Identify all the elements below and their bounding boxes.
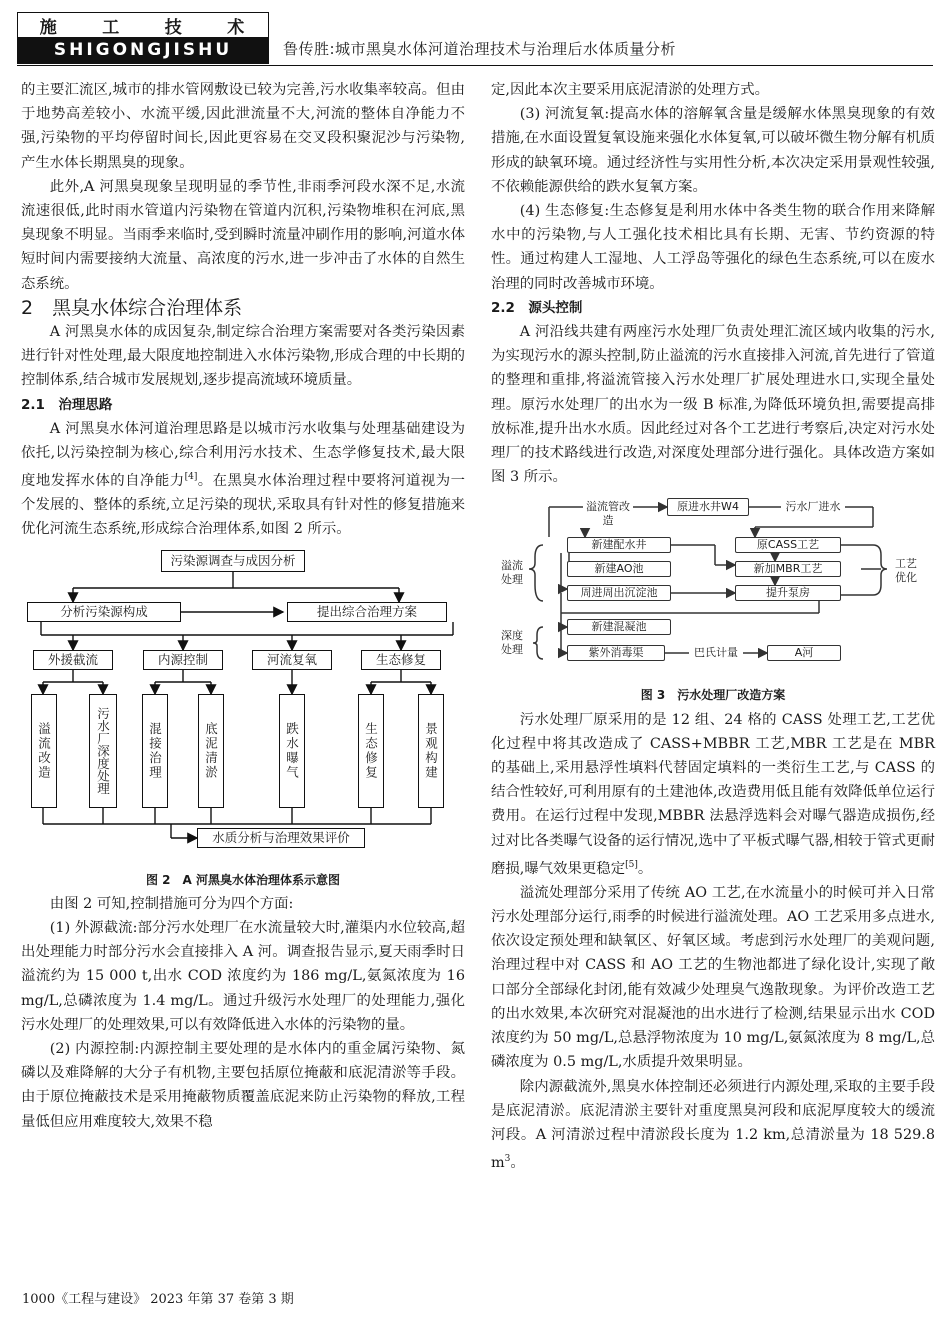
fig3-group-advanced bbox=[495, 629, 529, 657]
fig2-leaf-eco-restoration: 生态修复 bbox=[358, 694, 384, 808]
superscript: 3 bbox=[504, 1154, 511, 1165]
fig3-node-coagulation: 新建混凝池 bbox=[567, 619, 671, 635]
running-title: 鲁传胜:城市黑臭水体河道治理技术与治理后水体质量分析 bbox=[283, 40, 677, 58]
journal-brand: SHIGONGJISHU bbox=[18, 37, 268, 63]
fig2-leaf-landscape: 景观构建 bbox=[418, 694, 444, 808]
citation: [5] bbox=[625, 859, 638, 870]
fig2-leaf-aeration: 跌水曝气 bbox=[279, 694, 305, 808]
fig3-group-text: 工艺 bbox=[895, 557, 917, 571]
page-footer: 1000《工程与建设》 2023 年第 37 卷第 3 期 bbox=[22, 1292, 294, 1307]
header-rule bbox=[17, 65, 933, 66]
logo-char: 术 bbox=[227, 17, 247, 38]
paragraph: (4) 生态修复:生态修复是利用水体中各类生物的联合作用来降解水中的污染物,与人工强化技术相比具有长期、无害、节约资源的特性。通过构建人工湿地、人工浮岛等强化的绿色生态系统,可以在废水治理的同时改善城市环境。 bbox=[491, 203, 935, 292]
paragraph: (2) 内源控制:内源控制主要处理的是水体内的重金属污染物、氮磷以及难降解的大分子有机物,主要包括原位掩蔽和底泥清淤等手段。由于原位掩蔽技术是采用掩蔽物质覆盖底泥来防止污染物的释放,工程量低但应用难度较大,效果不稳 bbox=[21, 1041, 465, 1130]
paragraph bbox=[491, 708, 935, 881]
fig2-leaf-dredging: 底泥清淤 bbox=[198, 694, 224, 808]
fig2-node-evaluation: 水质分析与治理效果评价 bbox=[197, 828, 365, 848]
fig3-group-overflow bbox=[495, 559, 529, 587]
fig3-node-uv-channel: 紫外消毒渠 bbox=[567, 645, 665, 661]
paragraph: 由图 2 可知,控制措施可分为四个方面: bbox=[49, 895, 294, 912]
paragraph-text: 。 bbox=[637, 860, 653, 877]
paragraph-text: 。 bbox=[510, 1154, 525, 1171]
fig2-node-propose: 提出综合治理方案 bbox=[287, 602, 447, 622]
fig3-node-pump: 提升泵房 bbox=[735, 585, 841, 601]
paragraph-text: 污水处理厂原采用的是 12 组、24 格的 CASS 处理工艺,工艺优化过程中将其改造成了 CASS+MBBR 工艺,MBR 工艺是在 MBR 的基础上,采用悬浮性填料代替固定填料的一类衍生工艺,与 CASS 的结合性较好,可利用原有的土建池体,改造费用低且能有效降低单位运行费用。在运行过程中发现,MBBR 法悬浮选料会对曝气器造成损伤,经过对比各类曝气设备的运行情况,选中了平板式曝气器,相较于管式更耐磨损,曝气效果更稳定 bbox=[491, 711, 935, 877]
paragraph: 定,因此本次主要采用底泥清淤的处理方式。 bbox=[491, 82, 769, 98]
paragraph: A 河沿线共建有两座污水处理厂负责处理汇流区域内收集的污水,为实现污水的源头控制,防止溢流的污水直接排入河流,首先进行了管道的整理和重排,将溢流管接入污水处理厂扩展处理进水口,实现全量处理。原污水处理厂的出水为一级 B 标准,为降低环境负担,需要提高排放标准,提升出水水质。因此经过对各个工艺进行考察后,决定对污水处理厂的技术路线进行改造,对深度处理部分进行强化。具体改造方案如图 3 所示。 bbox=[491, 324, 935, 486]
paragraph-text: 除内源截流外,黑臭水体控制还必须进行内源处理,采取的主要手段是底泥清淤。底泥清淤主要针对重度黑臭河段和底泥厚度较大的缓流河段。A 河清淤过程中清淤段长度为 1.2 km,总清淤量为 18 529.8 m bbox=[491, 1078, 935, 1171]
fig3-node-river-a: A河 bbox=[767, 645, 841, 661]
fig3-node-distribution-well: 新建配水井 bbox=[567, 537, 671, 553]
paragraph: 此外,A 河黑臭现象呈现明显的季节性,非雨季河段水深不足,水流流速很低,此时雨水管道内污染物在管道内沉积,污染物堆积在河底,黑臭现象不明显。当雨季来临时,受到瞬时流量冲刷作用的影响,河道水体短时间内需要接纳大流量、高浓度的污水,进一步冲击了水体的自然生态系统。 bbox=[21, 178, 465, 292]
fig3-label-overflow-pipe: 溢流管改造 bbox=[583, 500, 633, 528]
fig3-node-inlet-well: 原进水井W4 bbox=[667, 498, 749, 516]
paragraph: (3) 河流复氧:提高水体的溶解氧含量是缓解水体黑臭现象的有效措施,在水面设置复氧设施来强化水体复氧,可以破坏微生物分解有机质形成的缺氧环境。通过经济性与实用性分析,本次决定采用景观性较强,不依赖能源供给的跌水复氧方案。 bbox=[491, 106, 935, 195]
fig3-group-optimization bbox=[889, 557, 923, 585]
fig2-leaf-advanced-treatment: 污水厂深度处理 bbox=[89, 694, 117, 808]
fig2-leaf-overflow: 溢流改造 bbox=[31, 694, 57, 808]
paragraph: A 河黑臭水体的成因复杂,制定综合治理方案需要对各类污染因素进行针对性处理,最大限度地控制进入水体污染物,形成合理的中长期的控制体系,结合城市发展规划,逐步提高流域环境质量。 bbox=[21, 324, 465, 389]
fig3-node-sedimentation: 周进周出沉淀池 bbox=[567, 585, 671, 601]
fig2-cat-ecology: 生态修复 bbox=[361, 650, 441, 670]
fig3-label-plant-inlet: 污水厂进水 bbox=[781, 500, 845, 514]
fig3-group-text: 深度 bbox=[501, 629, 523, 643]
fig3-label-flume: 巴氏计量 bbox=[694, 646, 738, 660]
journal-logo-top bbox=[18, 13, 268, 37]
fig2-cat-external: 外援截流 bbox=[33, 650, 113, 670]
figure-2-diagram bbox=[21, 546, 465, 868]
logo-char: 技 bbox=[164, 17, 184, 38]
fig3-node-mbr: 新加MBR工艺 bbox=[735, 561, 841, 577]
left-column bbox=[21, 78, 465, 1134]
fig2-node-analyze: 分析污染源构成 bbox=[27, 602, 181, 622]
paragraph: 的主要汇流区,城市的排水管网敷设已较为完善,污水收集率较高。但由于地势高差较小、水流平缓,因此泄流量不大,河流的整体自净能力不强,污染物的平均停留时间长,因此更容易在交叉段积聚泥沙与污染物,产生水体长期黑臭的现象。 bbox=[21, 82, 465, 171]
section-heading: 2 黑臭水体综合治理体系 bbox=[21, 296, 243, 319]
figure-3-diagram bbox=[491, 497, 935, 683]
fig2-node-survey: 污染源调查与成因分析 bbox=[161, 550, 305, 572]
fig3-node-ao-tank: 新建AO池 bbox=[567, 561, 671, 577]
fig3-group-text: 处理 bbox=[501, 643, 523, 657]
figure-3-caption: 图 3 污水处理厂改造方案 bbox=[640, 688, 786, 703]
paragraph: 溢流处理部分采用了传统 AO 工艺,在水流量小的时候可并入日常污水处理部分运行,雨季的时候进行溢流处理。AO 工艺采用多点进水,依次设定预处理和缺氧区、好氧区域。考虑到污水处理厂的美观问题,治理过程中对 CASS 和 AO 工艺的生物池都进了绿化设计,实现了敞口部分全部绿化封闭,能有效减少处理臭气逸散现象。为评价改造工艺的出水效果,本次研究对混凝池的出水进行了检测,结果显示出水 COD 浓度约为 50 mg/L,总悬浮物浓度为 10 mg/L,氨氮浓度为 8 mg/L,总磷浓度为 0.5 mg/L,水质提升效果明显。 bbox=[491, 884, 935, 1071]
paragraph-text: A 河黑臭水体河道治理思路是以城市污水收集与处理基础建设为依托,以污染控制为核心,综合利用污水技术、生态学修复技术,最大限度地发挥水体的自净能力 bbox=[21, 420, 465, 490]
figure-2-caption: 图 2 A 河黑臭水体治理体系示意图 bbox=[146, 872, 340, 887]
fig3-group-text: 优化 bbox=[895, 571, 917, 585]
subsection-heading: 2.2 源头控制 bbox=[491, 299, 583, 316]
subsection-heading: 2.1 治理思路 bbox=[21, 396, 113, 413]
fig3-group-text: 处理 bbox=[501, 573, 523, 587]
logo-char: 工 bbox=[102, 17, 122, 38]
fig2-cat-reoxygen: 河流复氧 bbox=[252, 650, 332, 670]
paragraph: (1) 外源截流:部分污水处理厂在水流量较大时,灌渠内水位较高,超出处理能力时部分污水会直接排入 A 河。调查报告显示,夏天雨季时日溢流约为 15 000 t,出水 COD 浓度约为 186 mg/L,氨氮浓度为 16 mg/L,总磷浓度为 1.4 mg/L。通过升级污水处理厂的处理能力,强化污水处理厂的处理效果,可以有效降低进入水体的污染物的量。 bbox=[21, 920, 465, 1033]
citation: [4] bbox=[184, 472, 198, 483]
figure-2-connectors bbox=[21, 546, 465, 868]
fig3-node-cass: 原CASS工艺 bbox=[735, 537, 841, 553]
journal-logo bbox=[17, 12, 269, 64]
logo-char: 施 bbox=[39, 17, 59, 38]
fig3-group-text: 溢流 bbox=[501, 559, 523, 573]
paragraph-text: 。在黑臭水体治理过程中要将河道视为一个发展的、整体的系统,立足污染的现状,采取具有针对性的修复措施来优化河流生态系统,形成综合治理体系,如图 2 所示。 bbox=[21, 473, 465, 538]
paragraph bbox=[21, 417, 465, 542]
right-column bbox=[491, 78, 935, 1175]
fig2-leaf-mixed-connection: 混接治理 bbox=[142, 694, 168, 808]
fig2-cat-internal: 内源控制 bbox=[143, 650, 223, 670]
paragraph bbox=[491, 1075, 935, 1176]
